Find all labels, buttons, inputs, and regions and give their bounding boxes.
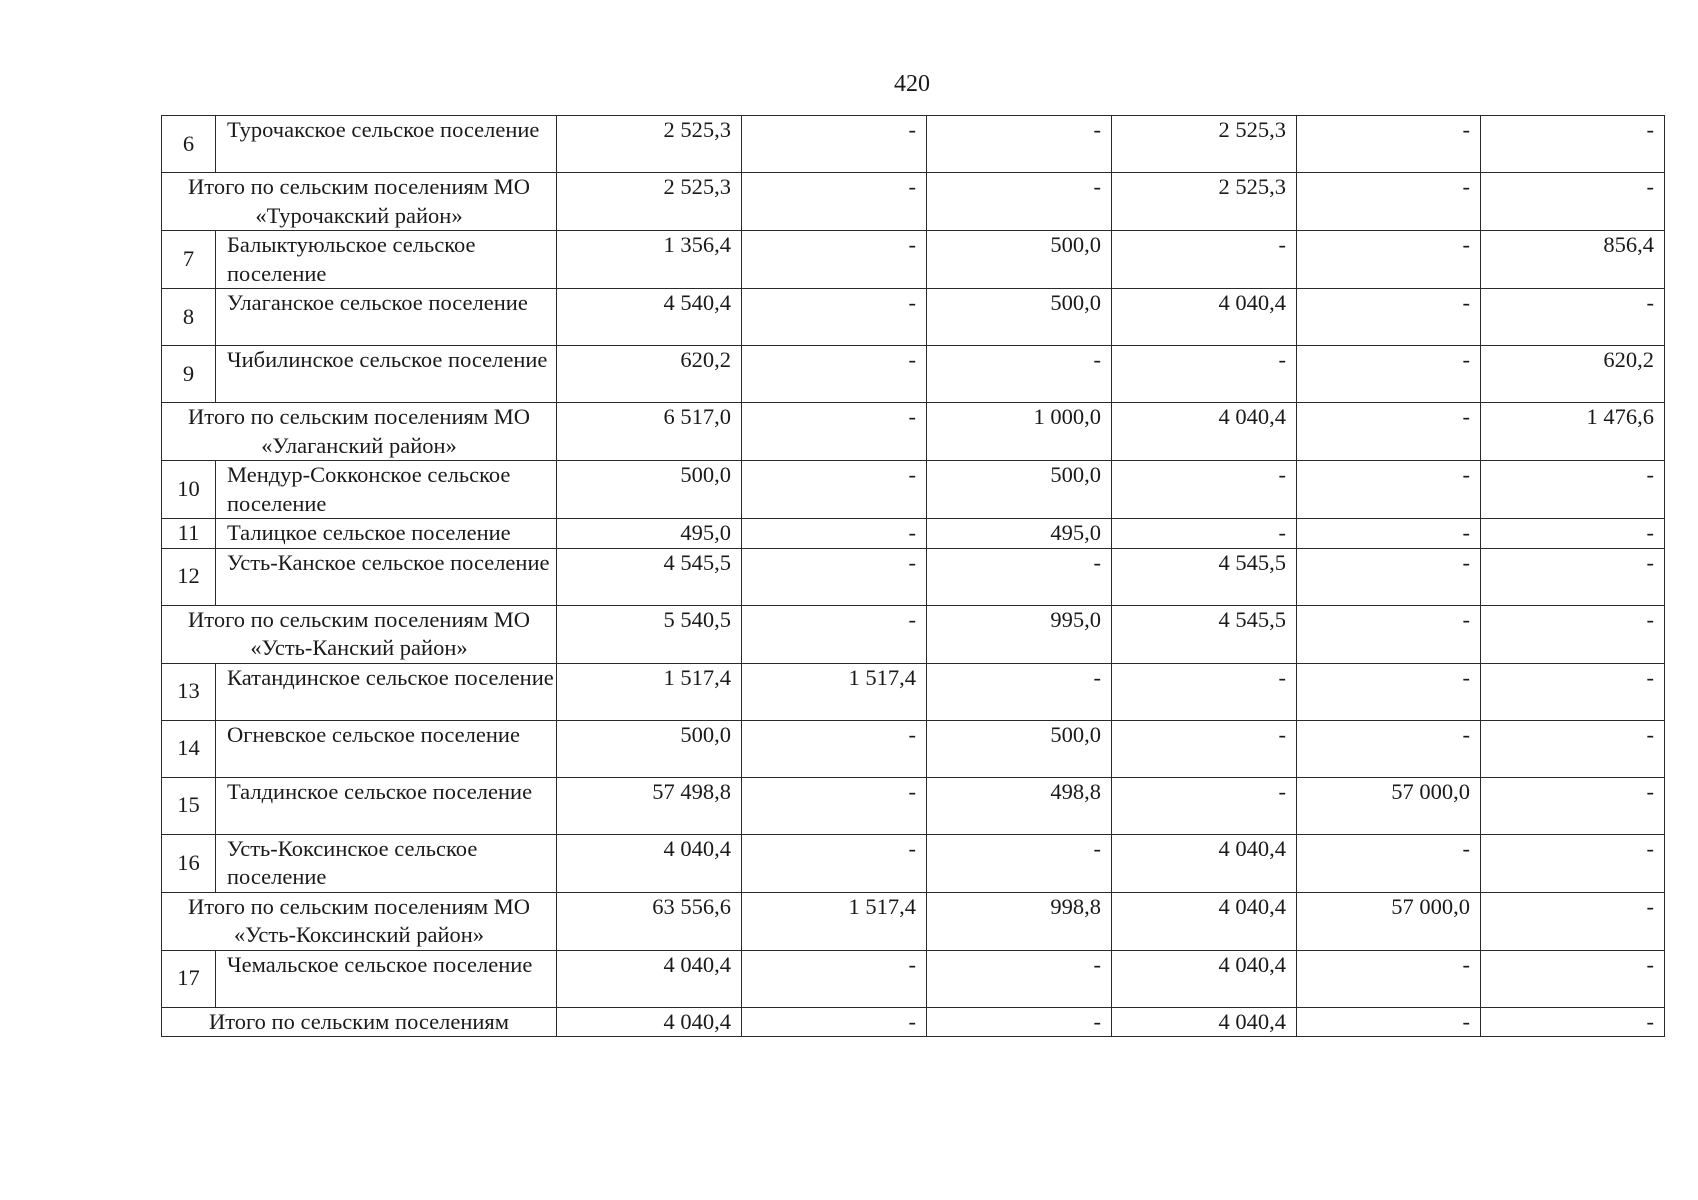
value-col-5: - [1481,1007,1665,1037]
table-row [162,461,1665,519]
table-row [162,346,1665,403]
subtotal-label: Итого по сельским поселениям МО «Улаганский район» [162,403,557,461]
value-col-5: - [1481,834,1665,892]
value-col-2: - [927,116,1112,173]
value-col-3: - [1112,777,1297,834]
total-amount: 495,0 [557,519,742,549]
table-row [162,548,1665,605]
value-col-3: 4 040,4 [1112,1007,1297,1037]
total-amount: 4 540,4 [557,289,742,346]
total-amount: 63 556,6 [557,892,742,950]
value-col-5: - [1481,461,1665,519]
value-col-4: 57 000,0 [1297,777,1481,834]
value-col-5: - [1481,892,1665,950]
value-col-3: 4 040,4 [1112,289,1297,346]
value-col-2: 500,0 [927,231,1112,289]
value-col-3: - [1112,663,1297,720]
row-number: 12 [162,548,216,605]
total-amount: 500,0 [557,461,742,519]
value-col-2: - [927,950,1112,1007]
value-col-3: - [1112,461,1297,519]
value-col-1: - [742,289,927,346]
value-col-2: - [927,663,1112,720]
value-col-5: - [1481,173,1665,231]
total-amount: 4 040,4 [557,950,742,1007]
total-amount: 5 540,5 [557,605,742,663]
subtotal-row [162,403,1665,461]
row-number: 7 [162,231,216,289]
table-row [162,231,1665,289]
value-col-4: - [1297,663,1481,720]
value-col-3: - [1112,519,1297,549]
row-number: 10 [162,461,216,519]
settlement-name: Балыктуюльское сельское поселение [216,231,557,289]
value-col-2: 1 000,0 [927,403,1112,461]
value-col-3: 4 545,5 [1112,605,1297,663]
value-col-4: - [1297,605,1481,663]
value-col-1: 1 517,4 [742,663,927,720]
value-col-5: - [1481,116,1665,173]
value-col-2: - [927,173,1112,231]
value-col-4: - [1297,289,1481,346]
subtotal-row [162,605,1665,663]
settlement-name: Чемальское сельское поселение [216,950,557,1007]
total-amount: 4 040,4 [557,834,742,892]
table-row [162,663,1665,720]
settlement-name: Талицкое сельское поселение [216,519,557,549]
value-col-5: - [1481,950,1665,1007]
value-col-4: 57 000,0 [1297,892,1481,950]
value-col-2: 495,0 [927,519,1112,549]
value-col-3: 4 040,4 [1112,950,1297,1007]
value-col-5: - [1481,289,1665,346]
value-col-1: - [742,116,927,173]
value-col-3: - [1112,231,1297,289]
settlement-name: Катандинское сельское поселение [216,663,557,720]
value-col-4: - [1297,720,1481,777]
value-col-1: - [742,403,927,461]
value-col-1: - [742,605,927,663]
value-col-4: - [1297,519,1481,549]
table-row [162,519,1665,549]
table-row [162,950,1665,1007]
value-col-1: - [742,519,927,549]
value-col-5: 1 476,6 [1481,403,1665,461]
value-col-2: - [927,346,1112,403]
subtotal-label: Итого по сельским поселениям МО «Усть-Коксинский район» [162,892,557,950]
subtotal-row [162,1007,1665,1037]
row-number: 8 [162,289,216,346]
total-amount: 6 517,0 [557,403,742,461]
value-col-4: - [1297,346,1481,403]
value-col-5: 620,2 [1481,346,1665,403]
settlement-name: Турочакское сельское поселение [216,116,557,173]
total-amount: 620,2 [557,346,742,403]
subtotal-label: Итого по сельским поселениям МО «Турочакский район» [162,173,557,231]
value-col-5: - [1481,605,1665,663]
value-col-1: - [742,461,927,519]
value-col-5: - [1481,519,1665,549]
value-col-3: - [1112,720,1297,777]
value-col-3: 4 040,4 [1112,403,1297,461]
value-col-1: - [742,173,927,231]
row-number: 15 [162,777,216,834]
value-col-3: 2 525,3 [1112,173,1297,231]
value-col-3: 2 525,3 [1112,116,1297,173]
settlement-name: Талдинское сельское поселение [216,777,557,834]
value-col-3: 4 040,4 [1112,892,1297,950]
budget-table [161,115,1665,1037]
value-col-2: 998,8 [927,892,1112,950]
value-col-4: - [1297,403,1481,461]
total-amount: 57 498,8 [557,777,742,834]
page-number: 420 [894,71,930,97]
total-amount: 500,0 [557,720,742,777]
table-row [162,720,1665,777]
value-col-2: 995,0 [927,605,1112,663]
row-number: 16 [162,834,216,892]
value-col-3: 4 040,4 [1112,834,1297,892]
value-col-5: - [1481,720,1665,777]
value-col-2: - [927,834,1112,892]
value-col-1: - [742,834,927,892]
value-col-1: - [742,720,927,777]
value-col-4: - [1297,173,1481,231]
value-col-5: - [1481,777,1665,834]
total-amount: 4 545,5 [557,548,742,605]
value-col-5: 856,4 [1481,231,1665,289]
value-col-2: 500,0 [927,720,1112,777]
settlement-name: Чибилинское сельское поселение [216,346,557,403]
value-col-3: - [1112,346,1297,403]
settlement-name: Усть-Коксинское сельское поселение [216,834,557,892]
value-col-1: 1 517,4 [742,892,927,950]
table-row [162,834,1665,892]
value-col-2: - [927,548,1112,605]
row-number: 6 [162,116,216,173]
row-number: 9 [162,346,216,403]
value-col-1: - [742,346,927,403]
value-col-2: 498,8 [927,777,1112,834]
value-col-2: - [927,1007,1112,1037]
value-col-2: 500,0 [927,289,1112,346]
value-col-5: - [1481,663,1665,720]
row-number: 14 [162,720,216,777]
subtotal-row [162,892,1665,950]
subtotal-row [162,173,1665,231]
value-col-4: - [1297,950,1481,1007]
total-amount: 2 525,3 [557,173,742,231]
value-col-1: - [742,231,927,289]
value-col-1: - [742,950,927,1007]
value-col-4: - [1297,461,1481,519]
value-col-1: - [742,1007,927,1037]
row-number: 11 [162,519,216,549]
subtotal-label: Итого по сельским поселениям [162,1007,557,1037]
total-amount: 1 517,4 [557,663,742,720]
table-row [162,116,1665,173]
settlement-name: Мендур-Сокконское сельское поселение [216,461,557,519]
total-amount: 2 525,3 [557,116,742,173]
total-amount: 4 040,4 [557,1007,742,1037]
value-col-1: - [742,777,927,834]
table-row [162,289,1665,346]
row-number: 13 [162,663,216,720]
value-col-4: - [1297,1007,1481,1037]
value-col-2: 500,0 [927,461,1112,519]
value-col-5: - [1481,548,1665,605]
value-col-4: - [1297,548,1481,605]
value-col-4: - [1297,116,1481,173]
value-col-4: - [1297,231,1481,289]
value-col-1: - [742,548,927,605]
value-col-3: 4 545,5 [1112,548,1297,605]
settlement-name: Огневское сельское поселение [216,720,557,777]
settlement-name: Улаганское сельское поселение [216,289,557,346]
settlement-name: Усть-Канское сельское поселение [216,548,557,605]
value-col-4: - [1297,834,1481,892]
total-amount: 1 356,4 [557,231,742,289]
subtotal-label: Итого по сельским поселениям МО «Усть-Канский район» [162,605,557,663]
row-number: 17 [162,950,216,1007]
table-row [162,777,1665,834]
